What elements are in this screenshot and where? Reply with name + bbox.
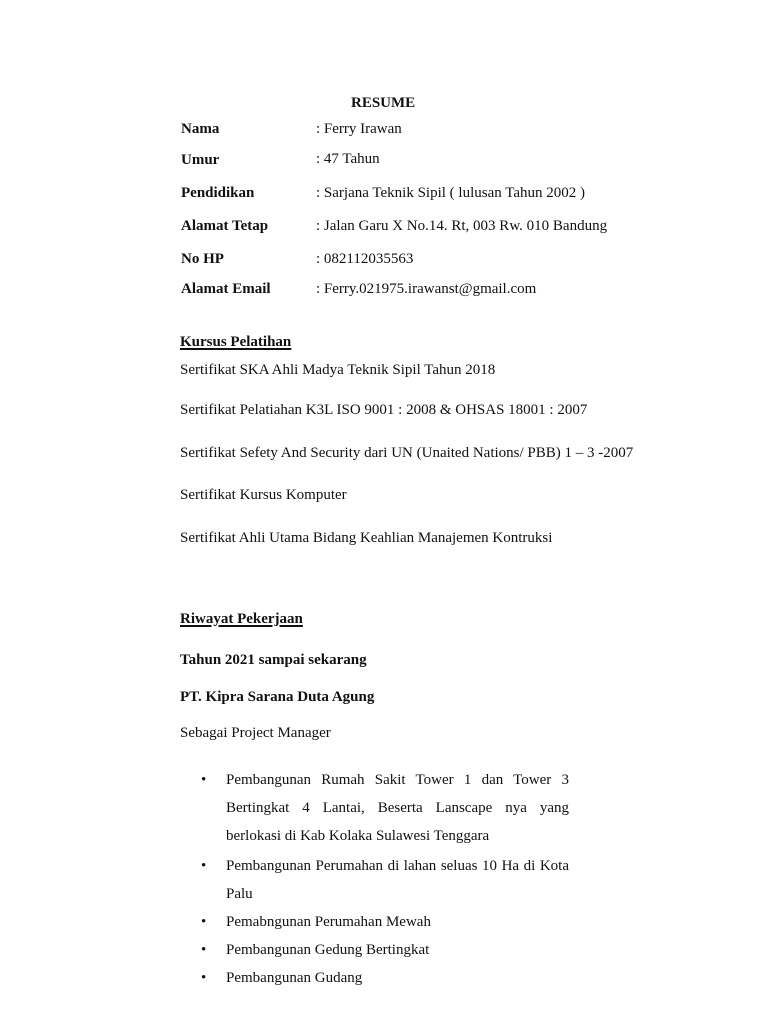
project-text: Pembangunan Gedung Bertingkat bbox=[226, 942, 430, 958]
list-item bbox=[201, 908, 569, 936]
list-item bbox=[201, 766, 569, 850]
course-item: Sertifikat SKA Ahli Madya Teknik Sipil Tahun 2018 bbox=[180, 362, 496, 378]
course-item: Sertifikat Pelatiahan K3L ISO 9001 : 2008 & OHSAS 18001 : 2007 bbox=[180, 402, 588, 418]
project-list bbox=[201, 766, 581, 992]
bullet-icon: • bbox=[201, 772, 207, 788]
email-value: : Ferry.021975.irawanst@gmail.com bbox=[316, 281, 537, 297]
list-item bbox=[201, 964, 569, 992]
course-item: Sertifikat Ahli Utama Bidang Keahlian Manajemen Kontruksi bbox=[180, 530, 553, 546]
course-item: Sertifikat Sefety And Security dari UN (Unaited Nations/ PBB) 1 – 3 -2007 bbox=[180, 445, 634, 461]
list-item bbox=[201, 936, 569, 964]
bullet-icon: • bbox=[201, 914, 207, 930]
name-value: : Ferry Irawan bbox=[316, 121, 402, 137]
bullet-icon: • bbox=[201, 970, 207, 986]
education-value: : Sarjana Teknik Sipil ( lulusan Tahun 2002 ) bbox=[316, 185, 585, 201]
age-value: : 47 Tahun bbox=[316, 151, 380, 167]
course-item: Sertifikat Kursus Komputer bbox=[180, 487, 347, 503]
phone-value: : 082112035563 bbox=[316, 251, 414, 267]
education-label: Pendidikan bbox=[181, 185, 255, 201]
list-item bbox=[201, 852, 569, 908]
work-heading: Riwayat Pekerjaan bbox=[180, 611, 303, 627]
age-label: Umur bbox=[181, 152, 220, 168]
courses-heading: Kursus Pelatihan bbox=[180, 334, 292, 350]
company-name: PT. Kipra Sarana Duta Agung bbox=[180, 689, 375, 705]
project-text: Pembangunan Rumah Sakit Tower 1 dan Tower 3 Bertingkat 4 Lantai, Beserta Lanscape nya yang berlokasi di Kab Kolaka Sulawesi Tenggara bbox=[226, 772, 569, 844]
bullet-icon: • bbox=[201, 858, 207, 874]
bullet-icon: • bbox=[201, 942, 207, 958]
phone-label: No HP bbox=[181, 251, 224, 267]
project-text: Pembangunan Gudang bbox=[226, 970, 363, 986]
work-period: Tahun 2021 sampai sekarang bbox=[180, 652, 367, 668]
address-label: Alamat Tetap bbox=[181, 218, 269, 234]
resume-title: RESUME bbox=[351, 95, 416, 111]
project-text: Pembangunan Perumahan di lahan seluas 10 Ha di Kota Palu bbox=[226, 858, 569, 902]
project-text: Pemabngunan Perumahan Mewah bbox=[226, 914, 431, 930]
email-label: Alamat Email bbox=[181, 281, 271, 297]
address-value: : Jalan Garu X No.14. Rt, 003 Rw. 010 Bandung bbox=[316, 218, 608, 234]
job-role: Sebagai Project Manager bbox=[180, 725, 331, 741]
name-label: Nama bbox=[181, 121, 220, 137]
